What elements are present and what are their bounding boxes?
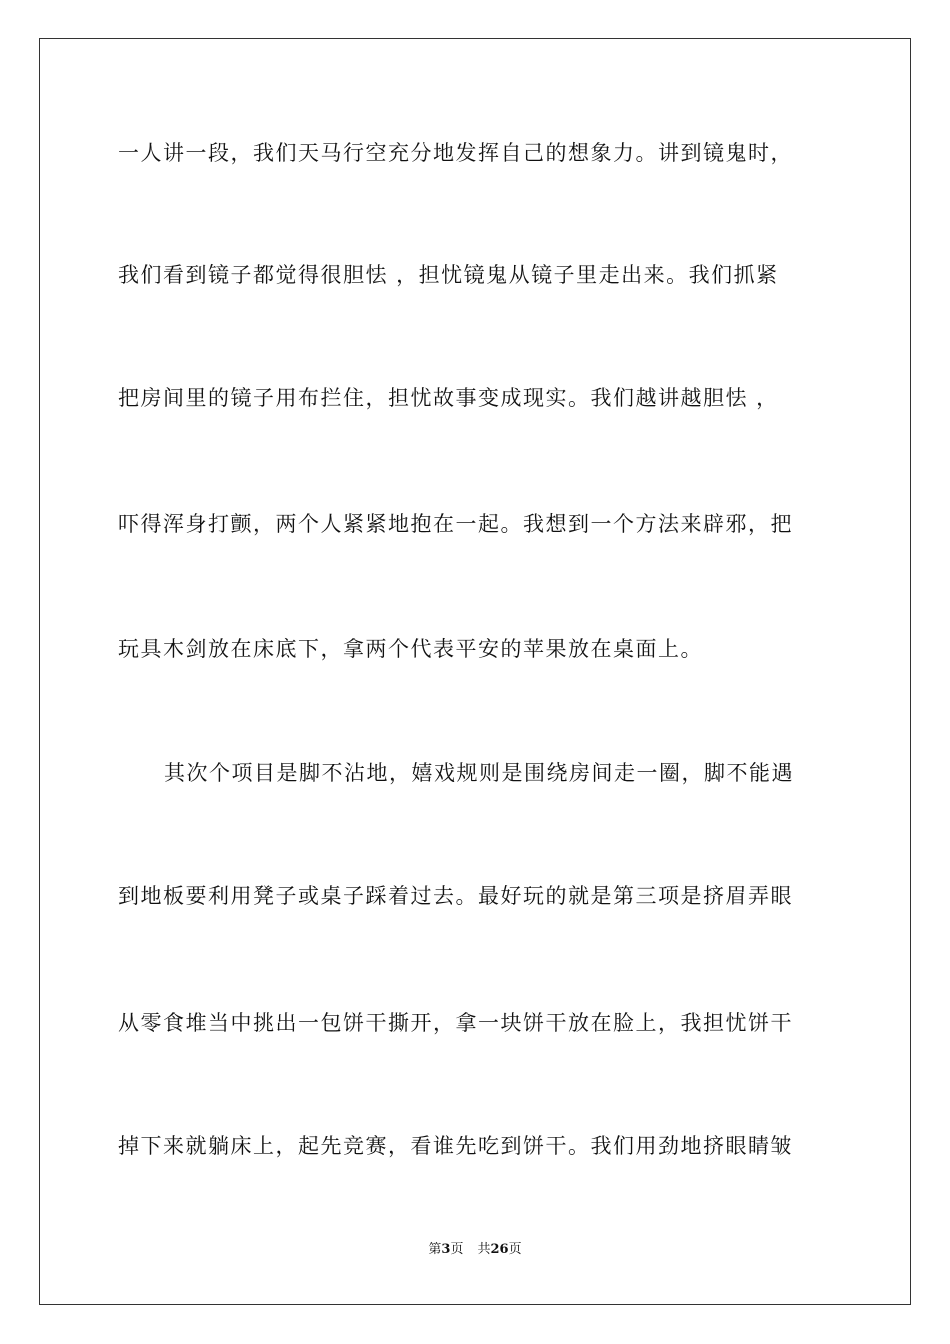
text-line-1: 一人讲一段，我们天马行空充分地发挥自己的想象力。讲到镜鬼时，: [118, 141, 793, 165]
text-line-6-paragraph-start: 其次个项目是脚不沾地，嬉戏规则是围绕房间走一圈，脚不能遇: [164, 761, 794, 785]
text-line-9: 掉下来就躺床上，起先竞赛，看谁先吃到饼干。我们用劲地挤眼睛皱: [118, 1134, 793, 1158]
footer-total-prefix: 共: [477, 1242, 491, 1257]
footer-page-suffix: 页: [450, 1242, 464, 1257]
text-line-4: 吓得浑身打颤，两个人紧紧地抱在一起。我想到一个方法来辟邪，把: [118, 512, 793, 536]
footer-total-pages: 26: [490, 1242, 509, 1257]
text-line-3: 把房间里的镜子用布拦住，担忧故事变成现实。我们越讲越胆怯 ，: [118, 386, 779, 410]
footer-page-prefix: 第: [428, 1242, 442, 1257]
text-line-5: 玩具木剑放在床底下，拿两个代表平安的苹果放在桌面上。: [118, 637, 703, 661]
footer-page-number: 3: [441, 1242, 451, 1257]
text-line-7: 到地板要利用凳子或桌子踩着过去。最好玩的就是第三项是挤眉弄眼: [118, 884, 793, 908]
text-line-8: 从零食堆当中挑出一包饼干撕开，拿一块饼干放在脸上，我担忧饼干: [118, 1011, 793, 1035]
page-border: [39, 38, 911, 1305]
footer-total-suffix: 页: [508, 1242, 522, 1257]
page-footer: [0, 1241, 950, 1259]
text-line-2: 我们看到镜子都觉得很胆怯 ，担忧镜鬼从镜子里走出来。我们抓紧: [118, 263, 779, 287]
